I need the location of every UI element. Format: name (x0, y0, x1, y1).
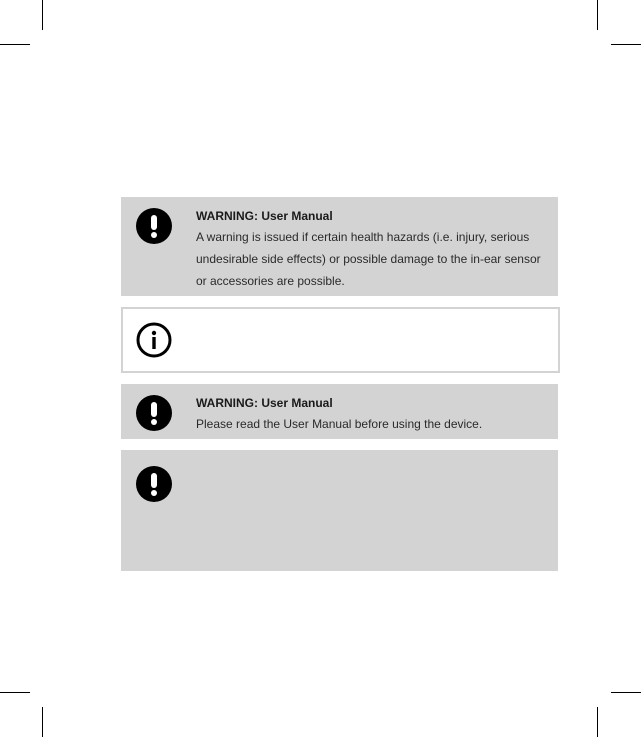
info-icon (136, 322, 172, 358)
exclamation-icon (136, 208, 172, 244)
exclamation-icon (136, 395, 172, 431)
crop-mark (42, 707, 43, 737)
warning-title: WARNING: User Manual (196, 396, 333, 410)
warning-body: Please read the User Manual before using the device. (196, 417, 483, 431)
crop-mark (0, 44, 30, 45)
warning-box (121, 450, 558, 571)
crop-mark (597, 0, 598, 30)
crop-mark (0, 692, 30, 693)
warning-box (121, 197, 558, 296)
warning-box (121, 384, 558, 439)
crop-mark (597, 707, 598, 737)
warning-title: WARNING: User Manual (196, 209, 333, 223)
crop-mark (611, 692, 641, 693)
crop-mark (42, 0, 43, 30)
info-box (121, 307, 560, 373)
exclamation-icon (136, 466, 172, 502)
warning-body: A warning is issued if certain health hazards (i.e. injury, serious undesirable side effects) or possible damage to the in-ear sensor or accessories are possible. (196, 230, 541, 288)
crop-mark (611, 44, 641, 45)
